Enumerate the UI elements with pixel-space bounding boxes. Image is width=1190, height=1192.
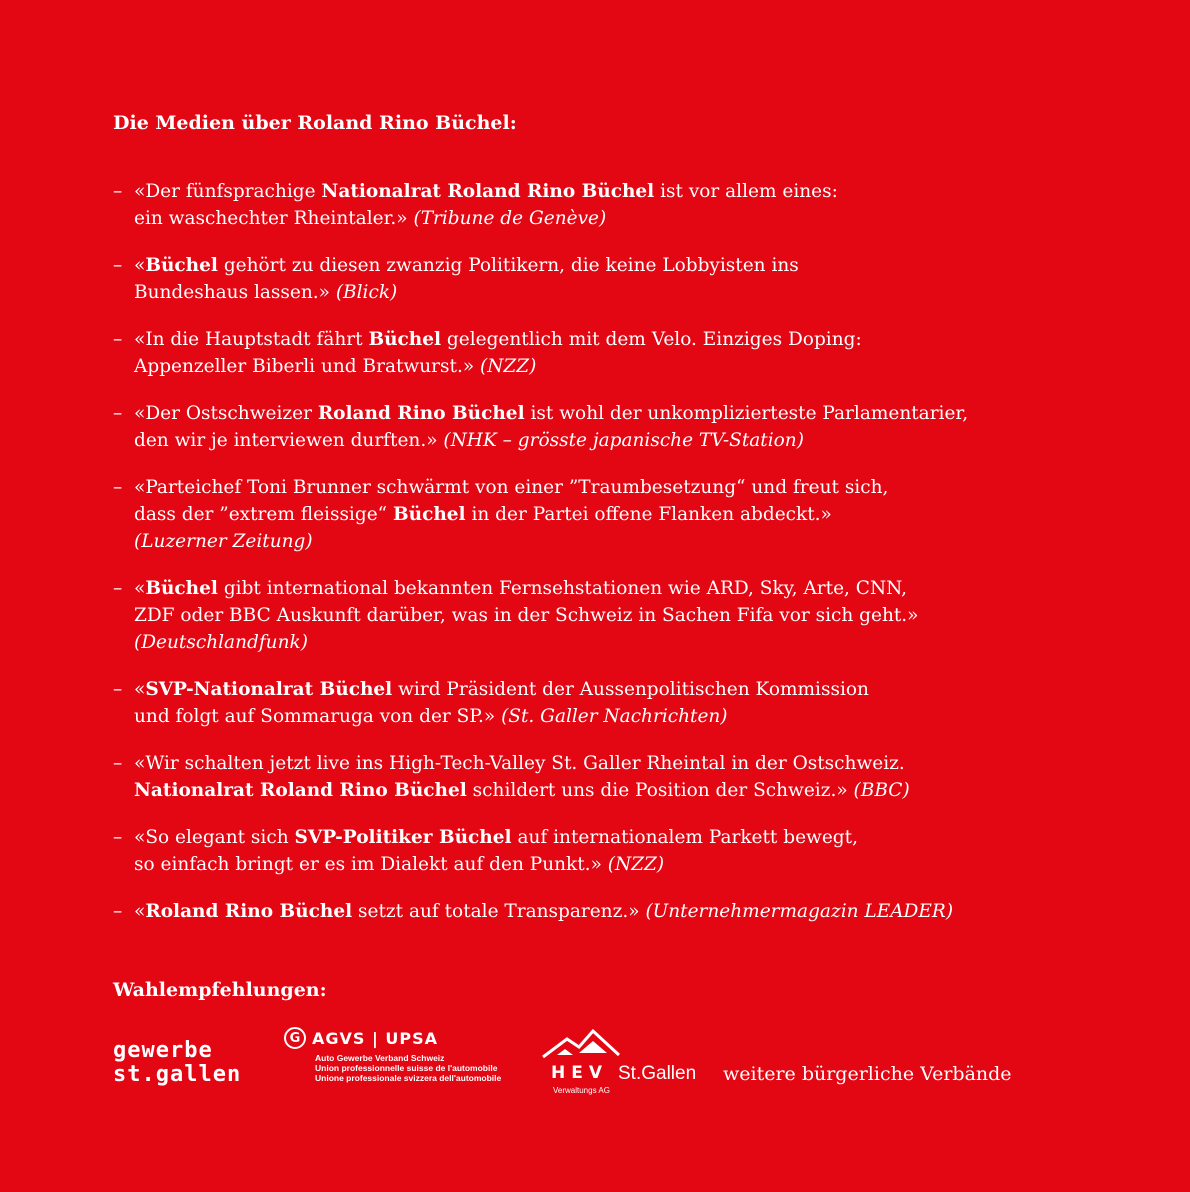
hev-logo-letters: HEV (551, 1063, 608, 1083)
quote-emphasis: Nationalrat Roland Rino Büchel (134, 780, 467, 801)
gewerbe-stgallen-logo (113, 1039, 241, 1087)
quote-text: « (134, 578, 146, 599)
quote-text: «In die Hauptstadt fährt (134, 329, 369, 350)
quote-text: Bundeshaus lassen.» (134, 282, 336, 303)
quote-line (134, 353, 1123, 380)
quote-text: setzt auf totale Transparenz.» (352, 901, 646, 922)
quote-text: ein waschechter Rheintaler.» (134, 208, 414, 229)
quote-text: und folgt auf Sommaruga von der SP.» (134, 706, 502, 727)
quote-dash: – (113, 477, 123, 498)
quote-line (134, 629, 1123, 656)
quote-source: (Unternehmermagazin LEADER) (645, 901, 954, 922)
quote-line (134, 427, 1123, 454)
quote-line (134, 205, 1123, 232)
quote-line (134, 602, 1123, 629)
hev-logo-sub: Verwaltungs AG (553, 1086, 610, 1095)
quote-dash: – (113, 403, 123, 424)
quote-item (113, 400, 1123, 454)
quote-text: gelegentlich mit dem Velo. Einziges Doping: (441, 329, 862, 350)
quote-emphasis: Büchel (368, 329, 442, 350)
quote-item (113, 252, 1123, 306)
quote-line (134, 676, 1123, 703)
quote-text: dass der ”extrem fleissige“ (134, 504, 393, 525)
quote-text: « (134, 679, 146, 700)
quote-text: gehört zu diesen zwanzig Politikern, die keine Lobbyisten ins (217, 255, 799, 276)
quote-text: ist vor allem eines: (654, 181, 838, 202)
quote-source: (BBC) (853, 780, 910, 801)
quote-text: so einfach bringt er es im Dialekt auf den Punkt.» (134, 854, 608, 875)
quote-dash: – (113, 181, 123, 202)
quote-line (134, 474, 1123, 501)
quote-item (113, 750, 1123, 804)
quote-text: «Parteichef Toni Brunner schwärmt von einer ”Traumbesetzung“ und freut sich, (134, 477, 889, 498)
quote-emphasis: Büchel (392, 504, 466, 525)
quote-emphasis: Roland Rino Büchel (317, 403, 525, 424)
agvs-upsa-logo (284, 1027, 501, 1083)
quote-line (134, 750, 1123, 777)
media-quotes-page (113, 108, 1123, 1107)
agvs-sub-de: Auto Gewerbe Verband Schweiz (315, 1053, 445, 1063)
quote-dash: – (113, 679, 123, 700)
gewerbe-logo-line2: st.gallen (113, 1062, 242, 1087)
quote-dash: – (113, 753, 123, 774)
quote-dash: – (113, 827, 123, 848)
hev-stgallen-logo (541, 1027, 701, 1107)
quote-text: schildert uns die Position der Schweiz.» (466, 780, 854, 801)
more-associations-text: weitere bürgerliche Verbände (723, 1063, 1012, 1085)
quote-text: «Der Ostschweizer (134, 403, 318, 424)
quote-item (113, 676, 1123, 730)
recommendations-section (113, 975, 1123, 1107)
quote-dash: – (113, 901, 123, 922)
quote-text: in der Partei offene Flanken abdeckt.» (465, 504, 832, 525)
quote-text: «Wir schalten jetzt live ins High-Tech-Valley St. Galler Rheintal in der Ostschweiz. (134, 753, 905, 774)
quote-source: (NZZ) (480, 356, 537, 377)
agvs-logo-name: AGVS | UPSA (312, 1028, 439, 1048)
quote-dash: – (113, 329, 123, 350)
quote-text: auf internationalem Parkett bewegt, (511, 827, 858, 848)
quote-source: (Blick) (335, 282, 398, 303)
quote-text: « (134, 901, 146, 922)
gewerbe-logo-line1: gewerbe (113, 1038, 213, 1063)
quote-line (134, 528, 1123, 555)
quote-source: (NZZ) (607, 854, 665, 875)
quote-text: wird Präsident der Aussenpolitischen Kommission (392, 679, 869, 700)
quote-line (134, 777, 1123, 804)
quote-dash: – (113, 255, 123, 276)
quote-line (134, 501, 1123, 528)
quote-line (134, 326, 1123, 353)
quote-line (134, 898, 1123, 925)
quote-text: ZDF oder BBC Auskunft darüber, was in der Schweiz in Sachen Fifa vor sich geht.» (134, 605, 919, 626)
media-heading: Die Medien über Roland Rino Büchel: (113, 112, 517, 134)
quote-emphasis: Büchel (145, 578, 218, 599)
quote-text: « (134, 255, 146, 276)
quote-text: «So elegant sich (134, 827, 295, 848)
quote-text: «Der fünfsprachige (134, 181, 322, 202)
quote-line (134, 279, 1123, 306)
quote-source: (St. Galler Nachrichten) (501, 706, 728, 727)
quote-line (134, 252, 1123, 279)
quote-text: den wir je interviewen durften.» (134, 430, 444, 451)
quote-line (134, 400, 1123, 427)
logo-row (113, 1027, 1123, 1107)
quote-item (113, 178, 1123, 232)
quote-emphasis: Nationalrat Roland Rino Büchel (321, 181, 655, 202)
quote-line (134, 851, 1123, 878)
quote-item (113, 824, 1123, 878)
quote-source: (NHK – grösste japanische TV-Station) (443, 430, 804, 451)
quote-source: (Tribune de Genève) (413, 208, 607, 229)
quote-text: Appenzeller Biberli und Bratwurst.» (134, 356, 481, 377)
quote-line (134, 824, 1123, 851)
quote-item (113, 474, 1123, 555)
quote-emphasis: SVP-Politiker Büchel (294, 827, 512, 848)
quote-item (113, 575, 1123, 656)
agvs-sub-fr: Union professionnelle suisse de l'automobile (315, 1063, 498, 1073)
quote-text: gibt international bekannten Fernsehstationen wie ARD, Sky, Arte, CNN, (217, 578, 908, 599)
quote-line (134, 575, 1123, 602)
quote-source: (Deutschlandfunk) (134, 632, 308, 653)
quote-emphasis: Roland Rino Büchel (145, 901, 353, 922)
agvs-mark-icon: G (284, 1027, 306, 1049)
quote-line (134, 178, 1123, 205)
quote-item (113, 898, 1123, 925)
quote-dash: – (113, 578, 123, 599)
agvs-sub-it: Unione professionale svizzera dell'automobile (315, 1073, 502, 1083)
house-roof-icon (541, 1027, 621, 1061)
hev-logo-city: St.Gallen (618, 1063, 697, 1084)
quote-list (113, 178, 1123, 925)
quote-emphasis: Büchel (145, 255, 218, 276)
quote-emphasis: SVP-Nationalrat Büchel (145, 679, 393, 700)
quote-item (113, 326, 1123, 380)
quote-text: ist wohl der unkomplizierteste Parlamentarier, (524, 403, 969, 424)
quote-source: (Luzerner Zeitung) (134, 531, 313, 552)
quote-line (134, 703, 1123, 730)
recommendations-heading: Wahlempfehlungen: (113, 979, 327, 1001)
